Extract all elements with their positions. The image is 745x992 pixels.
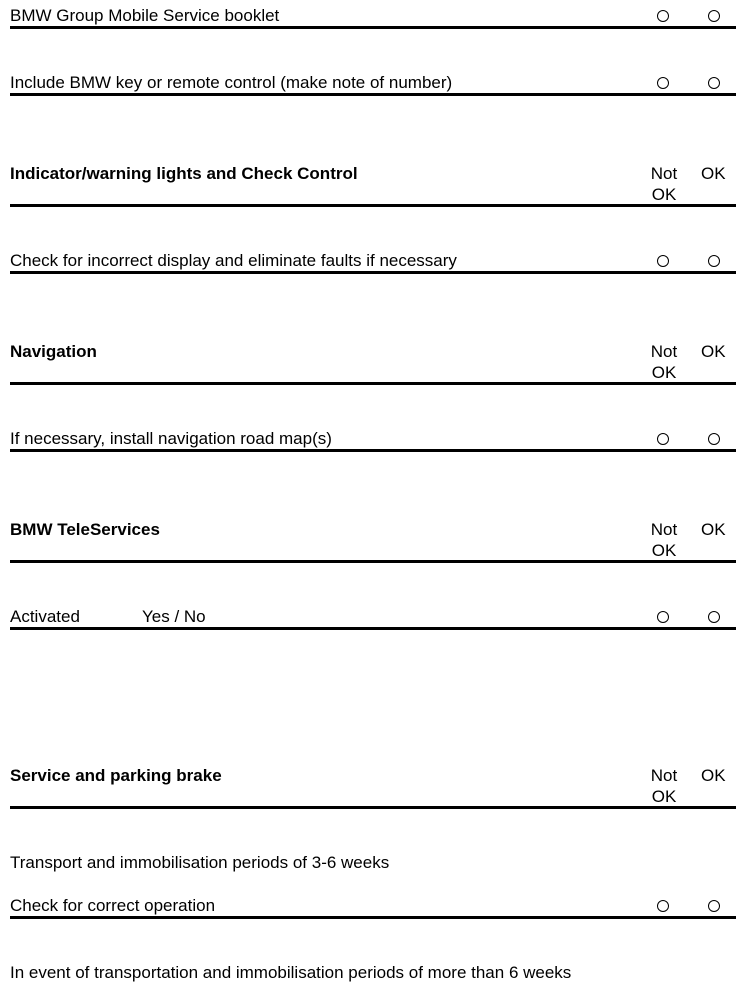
item-label-activated: Activated (10, 607, 80, 626)
note-transport-3-6-weeks: Transport and immobilisation periods of 3-6 weeks (10, 853, 390, 872)
section-heading-indicator-lights: Indicator/warning lights and Check Control (10, 164, 358, 183)
ok-radio[interactable] (708, 77, 720, 89)
row-divider (10, 271, 736, 274)
column-header-ok: OK (701, 766, 726, 785)
ok-radio[interactable] (708, 255, 720, 267)
column-header-ok: OK (701, 520, 726, 539)
section-divider (10, 382, 736, 385)
column-header-ok: OK (701, 342, 726, 361)
not-ok-radio[interactable] (657, 77, 669, 89)
section-divider (10, 204, 736, 207)
section-heading-teleservices: BMW TeleServices (10, 520, 160, 539)
section-divider (10, 560, 736, 563)
not-ok-radio[interactable] (657, 10, 669, 22)
item-label-check-display: Check for incorrect display and eliminate faults if necessary (10, 251, 457, 270)
ok-radio[interactable] (708, 900, 720, 912)
item-label-check-operation: Check for correct operation (10, 896, 216, 915)
yes-no-option: Yes / No (142, 607, 206, 626)
column-header-not-ok: Not OK (650, 766, 678, 806)
column-header-not-ok: Not OK (650, 342, 678, 382)
section-heading-navigation: Navigation (10, 342, 97, 361)
item-label-include-key: Include BMW key or remote control (make note of number) (10, 73, 453, 92)
not-ok-radio[interactable] (657, 900, 669, 912)
ok-radio[interactable] (708, 10, 720, 22)
column-header-not-ok: Not OK (650, 520, 678, 560)
item-label-install-road-maps: If necessary, install navigation road map(s) (10, 429, 332, 448)
not-ok-radio[interactable] (657, 255, 669, 267)
section-heading-parking-brake: Service and parking brake (10, 766, 222, 785)
section-divider (10, 806, 736, 809)
item-label-mobile-service-booklet: BMW Group Mobile Service booklet (10, 6, 280, 25)
row-divider (10, 449, 736, 452)
not-ok-radio[interactable] (657, 433, 669, 445)
not-ok-radio[interactable] (657, 611, 669, 623)
ok-radio[interactable] (708, 433, 720, 445)
row-divider (10, 93, 736, 96)
column-header-not-ok: Not OK (650, 164, 678, 204)
row-divider (10, 627, 736, 630)
column-header-ok: OK (701, 164, 726, 183)
row-divider (10, 916, 736, 919)
row-divider (10, 26, 736, 29)
ok-radio[interactable] (708, 611, 720, 623)
note-transport-over-6-weeks: In event of transportation and immobilisation periods of more than 6 weeks (10, 963, 572, 982)
